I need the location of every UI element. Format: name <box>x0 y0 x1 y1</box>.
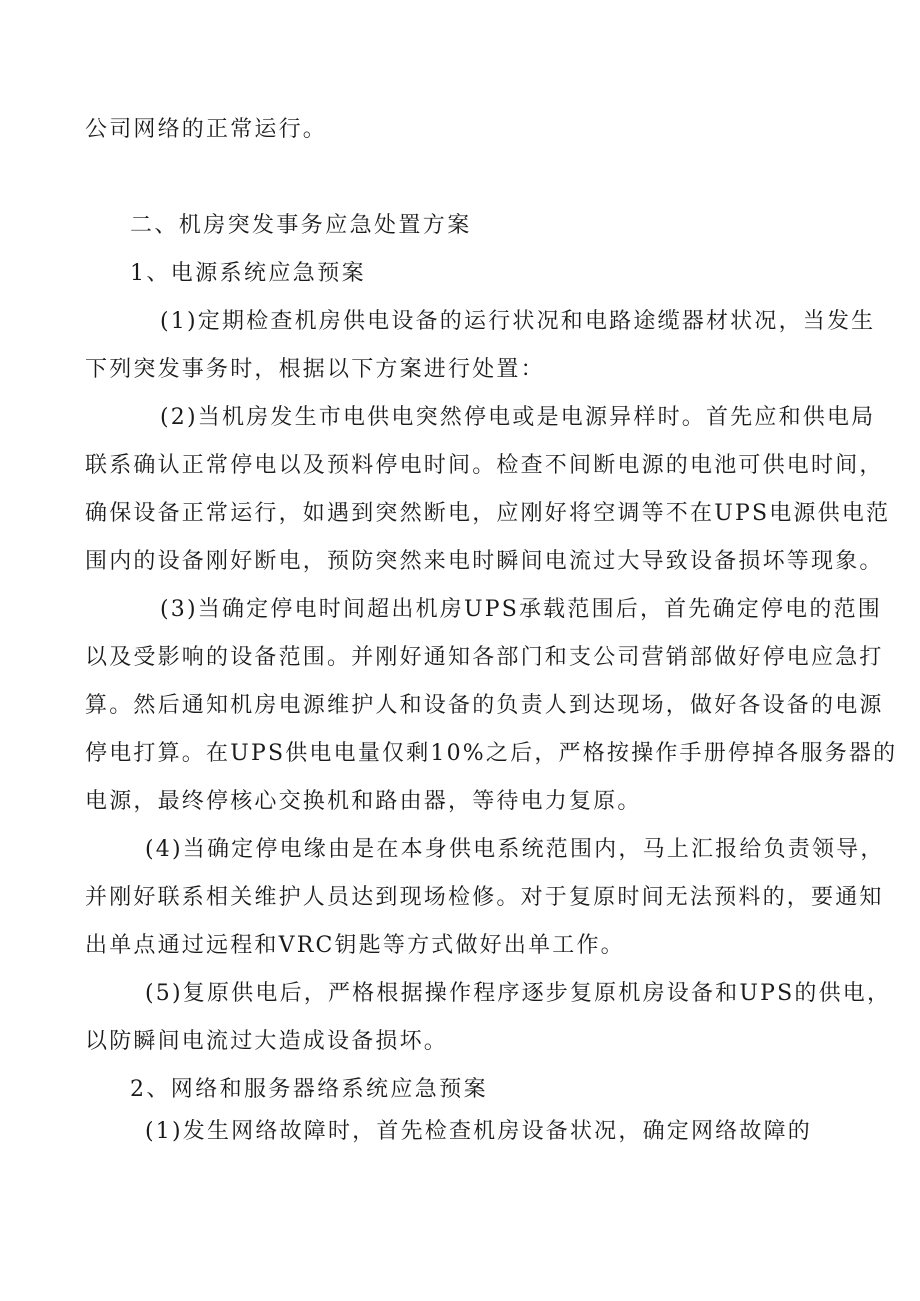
paragraph-line: 电源，最终停核心交换机和路由器，等待电力复原。 <box>85 789 642 814</box>
subsection-heading: 2、网络和服务器络系统应急预案 <box>130 1077 488 1102</box>
paragraph-line: 并刚好联系相关维护人员达到现场检修。对于复原时间无法预料的，要通知 <box>85 885 884 910</box>
paragraph-line: 确保设备正常运行，如遇到突然断电，应刚好将空调等不在UPS电源供电范 <box>85 501 891 526</box>
paragraph-line: 以及受影响的设备范围。并刚好通知各部门和支公司营销部做好停电应急打 <box>85 645 884 670</box>
paragraph-line: 出单点通过远程和VRC钥匙等方式做好出单工作。 <box>85 933 625 958</box>
paragraph-line: (1)发生网络故障时，首先检查机房设备状况，确定网络故障的 <box>145 1119 812 1144</box>
paragraph-line: 以防瞬间电流过大造成设备损坏。 <box>85 1029 449 1054</box>
paragraph-line: (1)定期检查机房供电设备的运行状况和电路途缆器材状况，当发生 <box>160 309 876 334</box>
paragraph-line: (5)复原供电后，严格根据操作程序逐步复原机房设备和UPS的供电， <box>145 981 892 1006</box>
paragraph-line: 联系确认正常停电以及预料停电时间。检查不间断电源的电池可供电时间， <box>85 453 884 478</box>
paragraph-line: 公司网络的正常运行。 <box>85 117 328 142</box>
paragraph-line: 围内的设备刚好断电，预防突然来电时瞬间电流过大导致设备损坏等现象。 <box>85 549 884 574</box>
subsection-heading: 1、电源系统应急预案 <box>130 261 366 286</box>
paragraph-line: 停电打算。在UPS供电电量仅剩10%之后，严格按操作手册停掉各服务器的 <box>85 741 898 766</box>
paragraph-line: (3)当确定停电时间超出机房UPS承载范围后，首先确定停电的范围 <box>160 597 882 622</box>
paragraph-line: (4)当确定停电缘由是在本身供电系统范围内，马上汇报给负责领导， <box>145 837 885 862</box>
paragraph-line: 下列突发事务时，根据以下方案进行处置： <box>85 357 545 382</box>
paragraph-line: (2)当机房发生市电供电突然停电或是电源异样时。首先应和供电局 <box>160 405 876 430</box>
section-heading: 二、机房突发事务应急处置方案 <box>130 213 472 238</box>
paragraph-line: 算。然后通知机房电源维护人和设备的负责人到达现场，做好各设备的电源 <box>85 693 884 718</box>
